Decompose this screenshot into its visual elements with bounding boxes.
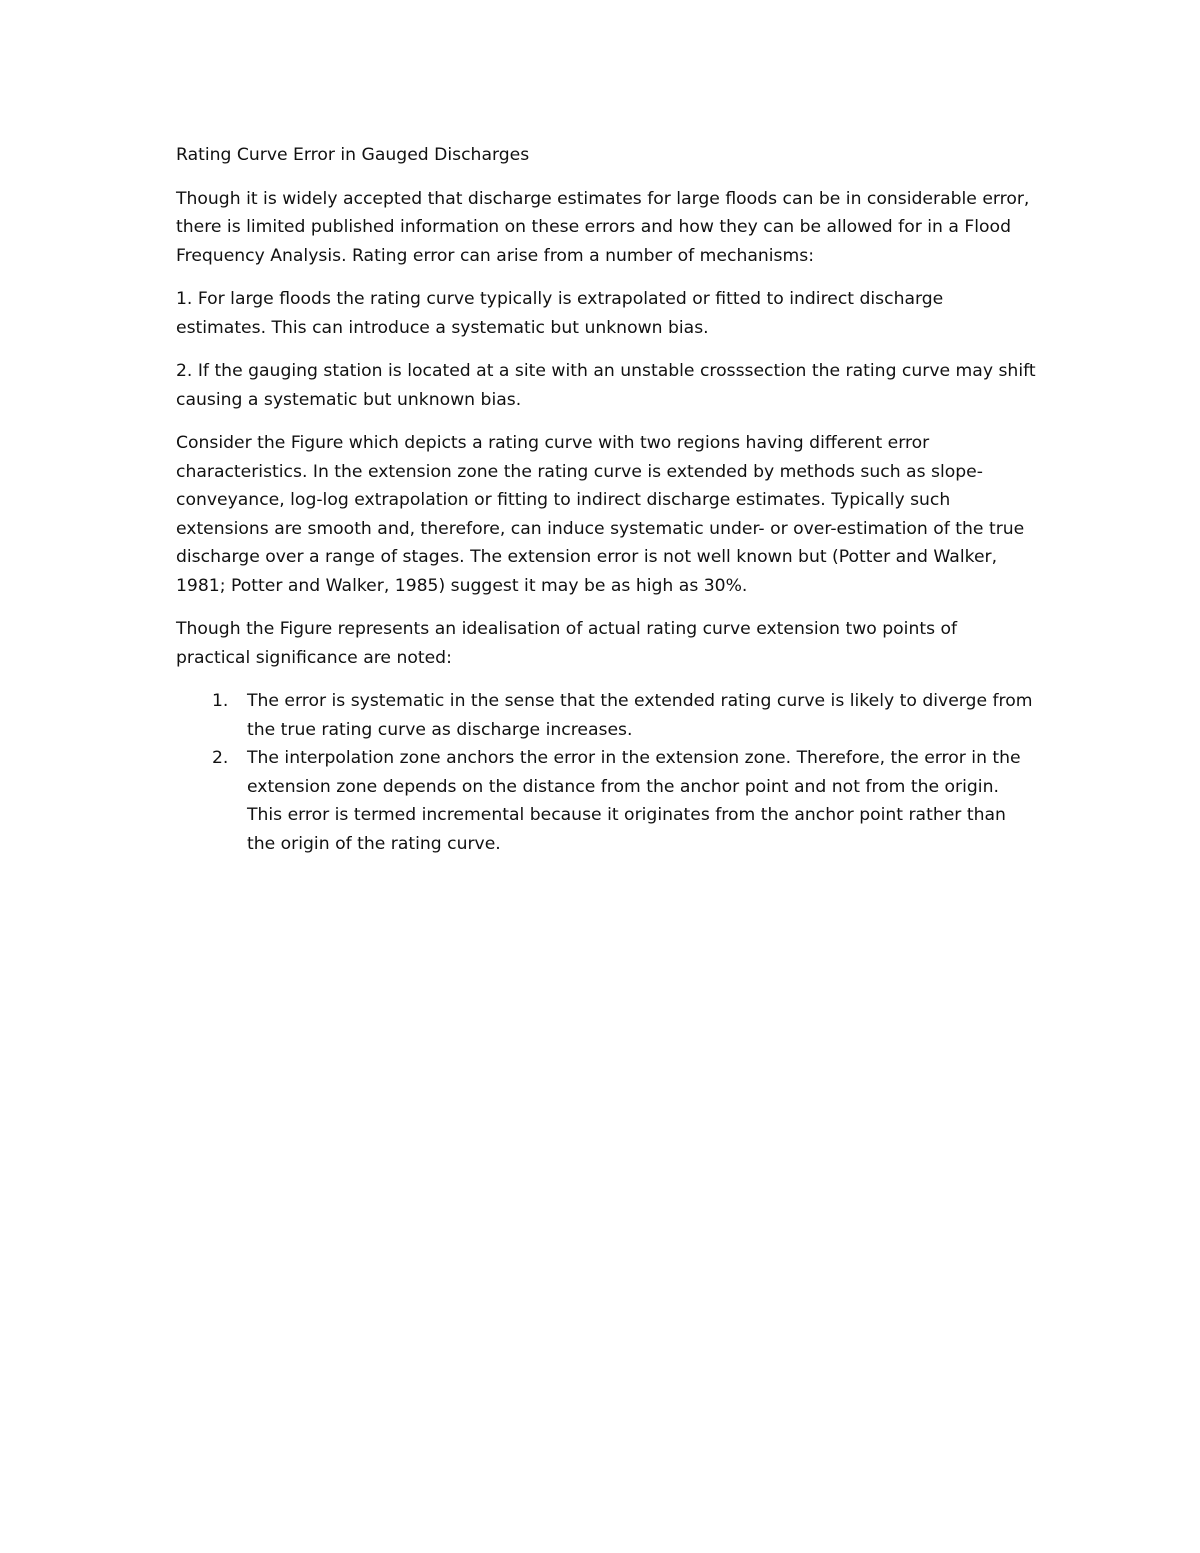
document-title: Rating Curve Error in Gauged Discharges <box>176 145 530 165</box>
points-list <box>176 687 1036 858</box>
list-item-text: The error is systematic in the sense that the extended rating curve is likely to diverge from the true rating curve as discharge increases. <box>247 691 1033 740</box>
document-body <box>176 141 1036 858</box>
list-item <box>176 744 1036 858</box>
list-item-text: The interpolation zone anchors the error in the extension zone. Therefore, the error in the extension zone depends on the distance from the anchor point and not from the origin. This error is termed incremental because it originates from the anchor point rather than the origin of the rating curve. <box>247 748 1021 854</box>
mechanism-item: 2. If the gauging station is located at a site with an unstable crosssection the rating curve may shift causing a systematic but unknown bias. <box>176 361 1036 410</box>
points-intro-paragraph: Though the Figure represents an idealisation of actual rating curve extension two points of practical significance are noted: <box>176 619 958 668</box>
list-item-number: 1. <box>212 691 229 711</box>
figure-paragraph: Consider the Figure which depicts a rating curve with two regions having different error characteristics. In the extension zone the rating curve is extended by methods such as slope-conveyance, log-log extrapolation or fitting to indirect discharge estimates. Typically such extensions are smooth and, therefore, can induce systematic under- or over-estimation of the true discharge over a range of stages. The extension error is not well known but (Potter and Walker, 1981; Potter and Walker, 1985) suggest it may be as high as 30%. <box>176 433 1025 596</box>
intro-paragraph: Though it is widely accepted that discharge estimates for large floods can be in considerable error, there is limited published information on these errors and how they can be allowed for in a Flood Frequency Analysis. Rating error can arise from a number of mechanisms: <box>176 188 1030 266</box>
mechanism-item: 1. For large floods the rating curve typically is extrapolated or fitted to indirect discharge estimates. This can introduce a systematic but unknown bias. <box>176 289 944 338</box>
list-item <box>176 687 1036 744</box>
list-item-number: 2. <box>212 748 229 768</box>
